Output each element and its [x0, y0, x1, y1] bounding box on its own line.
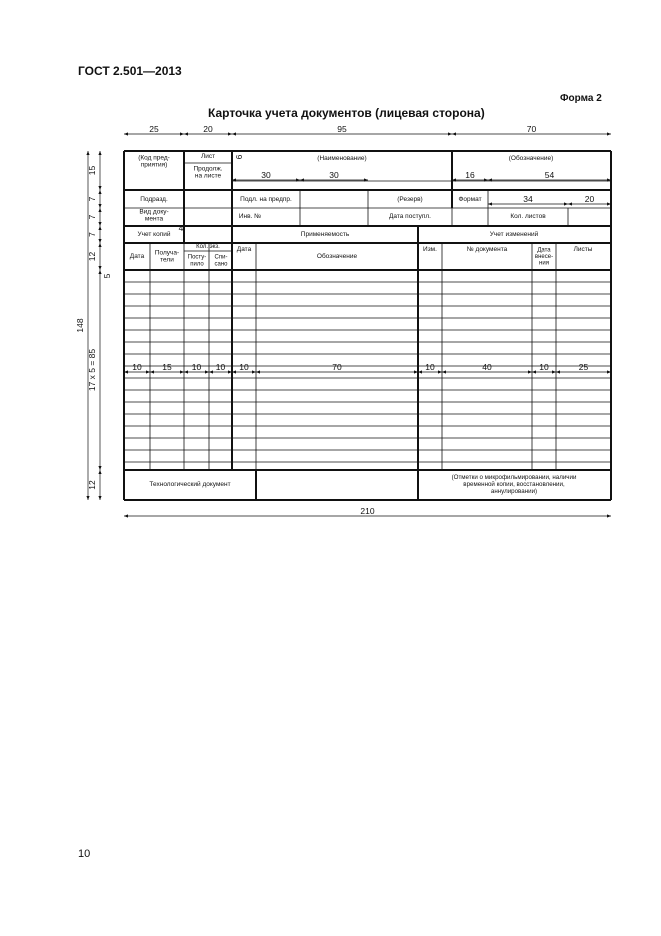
dim-top-20-arrow-r: [228, 132, 232, 135]
dim-left-4-arrow-d: [98, 266, 101, 270]
dim-col-0: 10: [132, 362, 142, 372]
label-col-nom: № документа: [466, 246, 508, 253]
dim-210-arrow-l: [124, 514, 128, 517]
label-col-data2: Дата: [236, 246, 252, 253]
dim-left-2-arrow-d: [98, 222, 101, 226]
dim-34: 34: [523, 194, 533, 204]
label-rezerv: (Резерв): [397, 196, 423, 203]
dim-left-0: 15: [87, 165, 97, 176]
dim-5: 5: [102, 273, 112, 279]
dim-left-2-arrow-u: [98, 208, 101, 212]
label-podl: Подл. на предпр.: [240, 196, 292, 203]
dim-col-1: 15: [162, 362, 172, 372]
dim-top-20: 20: [203, 124, 213, 134]
dim-col-0-arrow-r: [146, 370, 150, 373]
label-kol: Кол. листов: [510, 213, 546, 220]
label-obozn: (Обозначение): [508, 155, 554, 162]
dim-top-95-arrow-l: [232, 132, 236, 135]
label-inv: Инв. №: [238, 213, 262, 220]
dim-left-1-arrow-u: [98, 190, 101, 194]
card-text: [75, 124, 594, 516]
label-col-vnes: Дата внесе-ния: [534, 247, 554, 267]
dim-20-arrow-l: [568, 202, 572, 205]
dim-85-arrow-d: [98, 466, 101, 470]
dim-col-7-arrow-r: [528, 370, 532, 373]
dim-top-70: 70: [526, 124, 537, 134]
label-col-izm: Изм.: [423, 246, 437, 253]
dim-left-3: 7: [87, 232, 97, 237]
dim-col-7: 40: [482, 362, 492, 372]
dim-top-25-arrow-r: [180, 132, 184, 135]
dim-col-5: 70: [332, 362, 342, 372]
label-col-pol: Получа-тели: [154, 249, 180, 264]
label-col-spis: Спи-сано: [214, 254, 228, 268]
label-tech: Технологический документ: [149, 481, 231, 488]
dim-top-70-arrow-l: [452, 132, 456, 135]
label-col-post: Посту-пило: [187, 254, 207, 268]
label-uchet-izm: Учет изменений: [489, 231, 539, 238]
dim-54: 54: [544, 170, 555, 180]
label-naim: (Наименование): [317, 155, 367, 162]
page-number: 10: [78, 848, 91, 860]
label-format: Формат: [458, 196, 482, 203]
dim-col-7-arrow-l: [442, 370, 446, 373]
dim-85-arrow-u: [98, 270, 101, 274]
dim-34-arrow-l: [488, 202, 492, 205]
dim-top-25-arrow-l: [124, 132, 128, 135]
dim-col-6: 10: [425, 362, 435, 372]
dim-col-2-arrow-r: [205, 370, 209, 373]
dim-left-3-arrow-d: [98, 239, 101, 243]
thin-lines: [124, 163, 611, 470]
dim-left-0-arrow-d: [98, 186, 101, 190]
dim-left-bottom-arrow-d: [98, 496, 101, 500]
dim-top-95-arrow-r: [448, 132, 452, 135]
dim-col-4-arrow-r: [252, 370, 256, 373]
label-vid: Вид доку-мента: [139, 208, 169, 223]
dim-16: 16: [465, 170, 475, 180]
dim-col-3: 10: [215, 362, 226, 372]
label-col-listy: Листы: [573, 246, 593, 253]
standard-header: ГОСТ 2.501—2013: [78, 64, 182, 78]
dim-left-0-arrow-u: [98, 151, 101, 155]
dim-col-5-arrow-l: [256, 370, 260, 373]
label-notes: (Отметки о микрофильмировании, наличии временной копии, восстановлении, аннулировании): [451, 474, 577, 495]
dim-col-9: 25: [578, 362, 589, 372]
dim-148-arrow-u: [86, 151, 89, 155]
thick-lines: [124, 151, 611, 500]
label-col-obozn: Обозначение: [316, 253, 358, 260]
dim-col-4: 10: [239, 362, 249, 372]
dim-col-2-arrow-l: [184, 370, 188, 373]
dim-210-arrow-r: [607, 514, 611, 517]
dim-left-2: 7: [87, 214, 97, 220]
dim-col-8: 10: [539, 362, 549, 372]
dim-85: 17 x 5 = 85: [87, 348, 97, 392]
dim-col-3-arrow-l: [209, 370, 213, 373]
dim-left-1-arrow-d: [98, 204, 101, 208]
dim-210: 210: [360, 506, 375, 516]
dim-top-25: 25: [149, 124, 159, 134]
dim-4: 4: [178, 223, 184, 233]
form-label: Форма 2: [560, 93, 602, 104]
label-kod: (Код пред-приятия): [138, 154, 170, 169]
dim-34-arrow-r: [564, 202, 568, 205]
dim-col-1-arrow-r: [180, 370, 184, 373]
dim-col-1-arrow-l: [150, 370, 154, 373]
dim-left-bottom-arrow-u: [98, 470, 101, 474]
label-uchet-kopiy: Учет копий: [137, 231, 171, 238]
label-podrazd: Подразд.: [140, 196, 168, 203]
dim-6: 6: [234, 154, 244, 160]
dim-left-4: 12: [87, 251, 97, 262]
dim-col-6-arrow-r: [438, 370, 442, 373]
dim-left-1: 7: [87, 196, 97, 202]
dim-top-70-arrow-r: [607, 132, 611, 135]
label-col-kol-ekz: Кол. экз.: [196, 244, 220, 250]
label-data-post: Дата поступл.: [388, 213, 432, 220]
dim-left-4-arrow-u: [98, 243, 101, 247]
label-list: Лист: [200, 153, 216, 160]
dim-left-bottom: 12: [87, 480, 97, 490]
dimension-lines: [88, 134, 611, 516]
dim-col-8-arrow-r: [552, 370, 556, 373]
dim-col-2: 10: [191, 362, 202, 372]
label-primen: Применяемость: [300, 231, 350, 238]
label-col-data: Дата: [129, 253, 145, 260]
dim-col-9-arrow-l: [556, 370, 560, 373]
form-title: Карточка учета документов (лицевая сторона): [208, 106, 485, 120]
label-prodolzh: Продолж. на листе: [193, 165, 223, 180]
dim-col-8-arrow-l: [532, 370, 536, 373]
dim-left-3-arrow-u: [98, 226, 101, 230]
dim-20: 20: [584, 194, 595, 204]
dim-top-95: 95: [337, 124, 347, 134]
dim-30b: 30: [329, 170, 339, 180]
dim-top-20-arrow-l: [184, 132, 188, 135]
dim-148-arrow-d: [86, 496, 89, 500]
dim-30a: 30: [261, 170, 271, 180]
dim-148: 148: [75, 318, 85, 333]
